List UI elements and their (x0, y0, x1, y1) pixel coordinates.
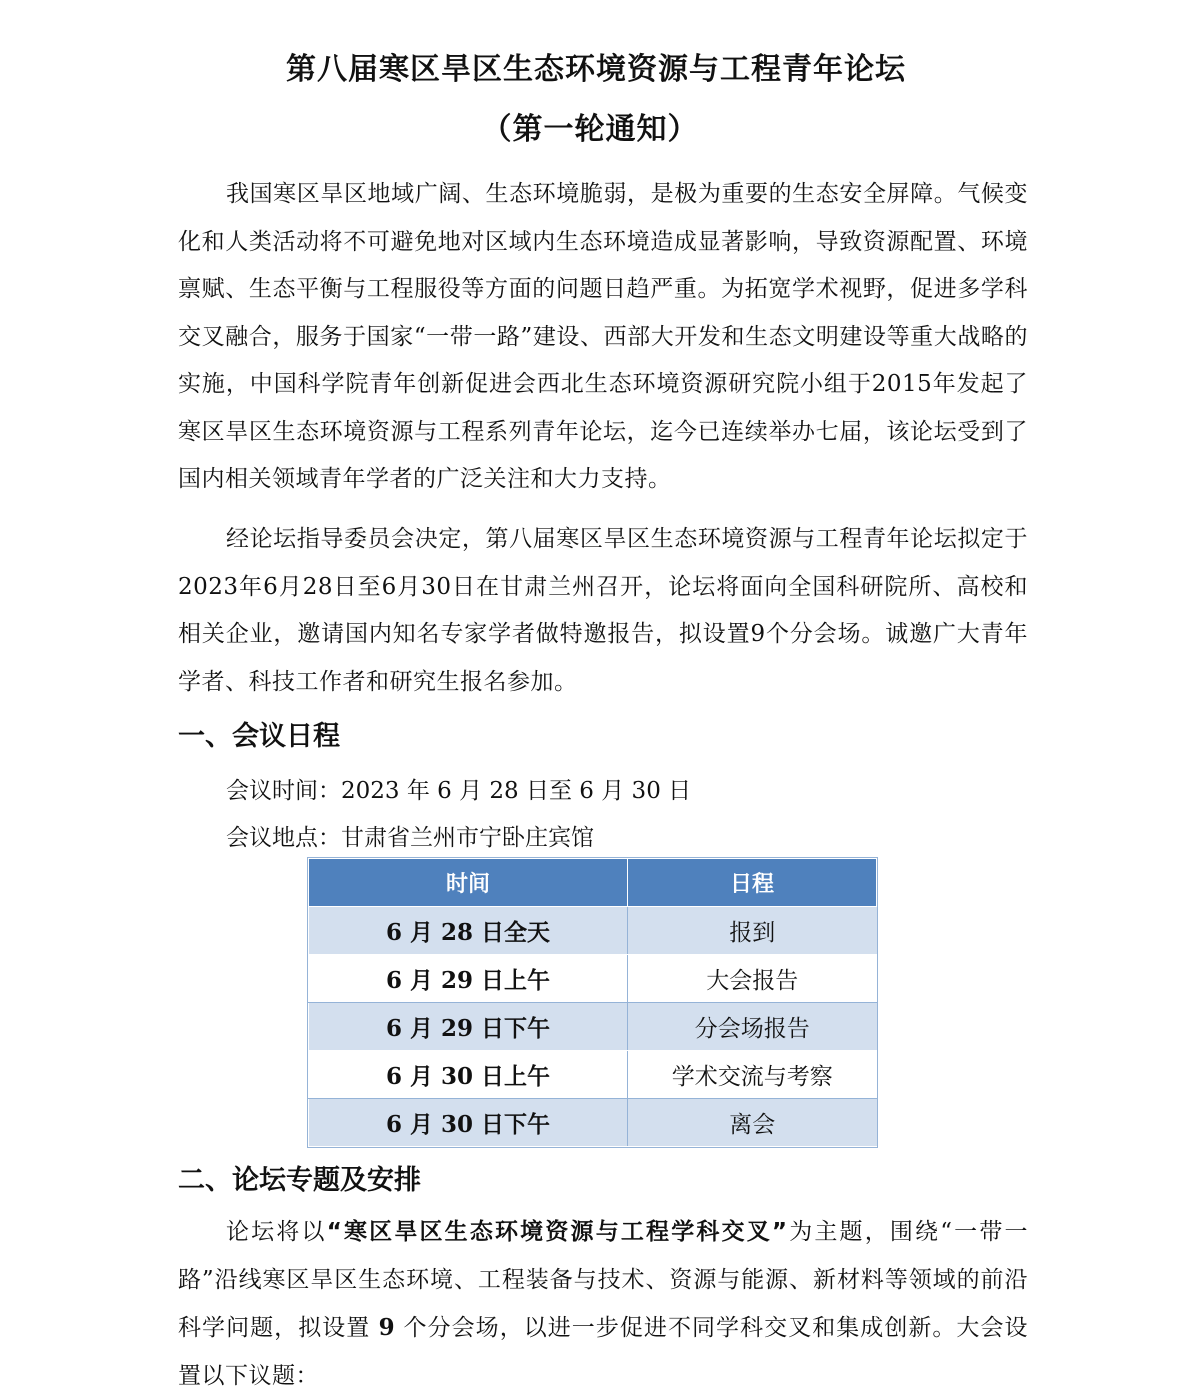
meeting-place-line: 会议地点：甘肃省兰州市宁卧庄宾馆 (226, 825, 594, 851)
topics-para-number: 9 (378, 1314, 396, 1341)
topics-para-suffix: 个分会场，以进一步促进不同学科交叉和集成创新。大会设置以下议题： (178, 1315, 1029, 1389)
topics-para-mid: 为主题，围绕“一带一路”沿线寒区旱区生态环境、工程装备与技术、资源与能源、新材料等领域的前沿科学问题，拟设置 (178, 1219, 1028, 1341)
schedule-time-cell: 6 月 28 日全天 (309, 907, 628, 955)
meeting-time-line: 会议时间：2023 年 6 月 28 日至 6 月 30 日 (226, 778, 692, 804)
schedule-item-cell: 报到 (628, 907, 877, 955)
topics-para-theme: “寒区旱区生态环境资源与工程学科交叉” (326, 1219, 788, 1245)
schedule-table-header-row (309, 859, 877, 907)
schedule-time-cell: 6 月 30 日下午 (309, 1099, 628, 1147)
schedule-item-cell: 大会报告 (628, 955, 877, 1003)
table-row (309, 1099, 877, 1147)
section-heading-topics: 二、论坛专题及安排 (178, 1165, 421, 1196)
schedule-header-agenda: 日程 (628, 859, 877, 907)
schedule-header-time: 时间 (309, 859, 628, 907)
section-heading-schedule: 一、会议日程 (178, 721, 340, 752)
intro-paragraph-1: 我国寒区旱区地域广阔、生态环境脆弱，是极为重要的生态安全屏障。气候变化和人类活动将不可避免地对区域内生态环境造成显著影响，导致资源配置、环境禀赋、生态平衡与工程服役等方面的问题日趋严重。为拓宽学术视野，促进多学科交叉融合，服务于国家“一带一路”建设、西部大开发和生态文明建设等重大战略的实施，中国科学院青年创新促进会西北生态环境资源研究院小组于2015年发起了寒区旱区生态环境资源与工程系列青年论坛，迄今已连续举办七届，该论坛受到了国内相关领域青年学者的广泛关注和大力支持。 (178, 181, 1028, 492)
topics-paragraph (178, 1209, 1028, 1400)
schedule-time-cell: 6 月 29 日上午 (309, 955, 628, 1003)
schedule-item-cell: 离会 (628, 1099, 877, 1147)
table-row (309, 907, 877, 955)
table-row (309, 1003, 877, 1051)
schedule-time-cell: 6 月 30 日上午 (309, 1051, 628, 1099)
document-subtitle: （第一轮通知） (481, 112, 699, 147)
schedule-item-cell: 分会场报告 (628, 1003, 877, 1051)
intro-paragraph-2: 经论坛指导委员会决定，第八届寒区旱区生态环境资源与工程青年论坛拟定于2023年6月28日至6月30日在甘肃兰州召开，论坛将面向全国科研院所、高校和相关企业，邀请国内知名专家学者做特邀报告，拟设置9个分会场。诚邀广大青年学者、科技工作者和研究生报名参加。 (178, 526, 1028, 695)
schedule-time-cell: 6 月 29 日下午 (309, 1003, 628, 1051)
schedule-table (308, 858, 877, 1147)
topics-para-prefix: 论坛将以 (226, 1219, 327, 1245)
schedule-item-cell: 学术交流与考察 (628, 1051, 877, 1099)
table-row (309, 1051, 877, 1099)
document-title: 第八届寒区旱区生态环境资源与工程青年论坛 (286, 52, 906, 87)
table-row (309, 955, 877, 1003)
